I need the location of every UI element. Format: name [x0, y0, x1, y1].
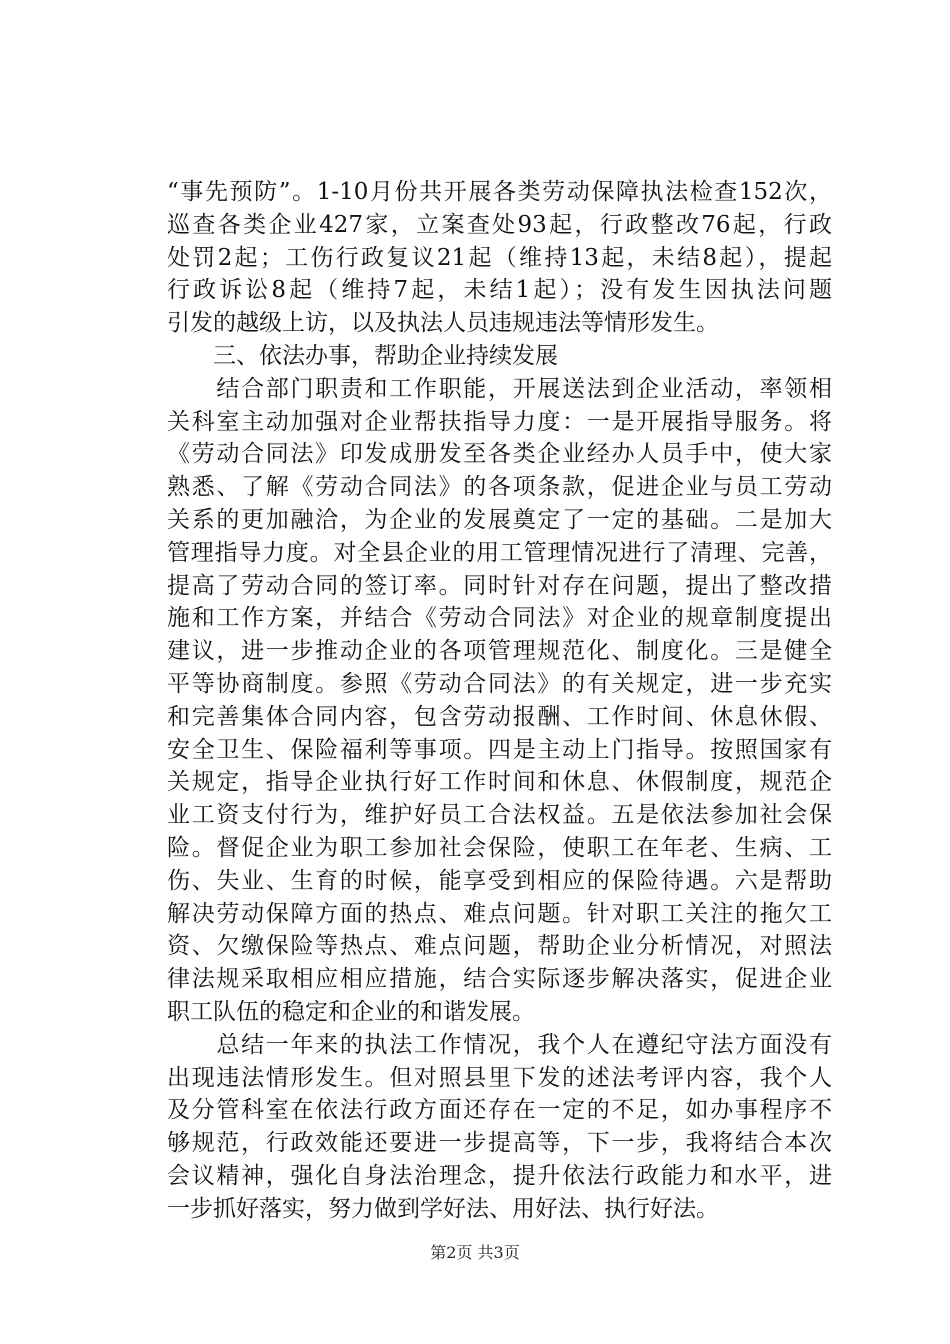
text-line: 总结一年来的执法工作情况，我个人在遵纪守法方面没有: [167, 1031, 832, 1058]
text-line: 平等协商制度。参照《劳动合同法》的有关规定，进一步充实: [167, 670, 832, 697]
text-line: 熟悉、了解《劳动合同法》的各项条款，促进企业与员工劳动: [167, 474, 832, 501]
text-line: 引发的越级上访，以及执法人员违规违法等情形发生。: [167, 310, 719, 337]
text-line: 伤、失业、生育的时候，能享受到相应的保险待遇。六是帮助: [167, 867, 832, 894]
text-line: 关系的更加融洽，为企业的发展奠定了一定的基础。二是加大: [167, 506, 832, 533]
document-body: [167, 176, 832, 1226]
text-line: 和完善集体合同内容，包含劳动报酬、工作时间、休息休假、: [167, 703, 832, 730]
page-footer: 第2页 共3页: [430, 1243, 520, 1262]
text-line: 出现违法情形发生。但对照县里下发的述法考评内容，我个人: [167, 1064, 832, 1091]
text-line: 建议，进一步推动企业的各项管理规范化、制度化。三是健全: [167, 638, 832, 665]
text-line: 职工队伍的稳定和企业的和谐发展。: [167, 998, 535, 1025]
text-line: 处罚2起；工伤行政复议21起（维持13起，未结8起），提起: [167, 244, 832, 271]
text-line: 施和工作方案，并结合《劳动合同法》对企业的规章制度提出: [167, 605, 832, 632]
text-line: 一步抓好落实，努力做到学好法、用好法、执行好法。: [167, 1195, 719, 1222]
text-line: 《劳动合同法》印发成册发至各类企业经办人员手中，使大家: [167, 441, 832, 468]
text-line: 律法规采取相应相应措施，结合实际逐步解决落实，促进企业: [167, 966, 832, 993]
text-line: 会议精神，强化自身法治理念，提升依法行政能力和水平，进: [167, 1162, 832, 1189]
text-line: 提高了劳动合同的签订率。同时针对存在问题，提出了整改措: [167, 572, 832, 599]
text-line: 解决劳动保障方面的热点、难点问题。针对职工关注的拖欠工: [167, 900, 832, 927]
text-line: 关规定，指导企业执行好工作时间和休息、休假制度，规范企: [167, 769, 832, 796]
text-line: 资、欠缴保险等热点、难点问题，帮助企业分析情况，对照法: [167, 933, 832, 960]
text-line: 业工资支付行为，维护好员工合法权益。五是依法参加社会保: [167, 802, 832, 829]
text-line: 够规范，行政效能还要进一步提高等，下一步，我将结合本次: [167, 1130, 832, 1157]
text-line: 安全卫生、保险福利等事项。四是主动上门指导。按照国家有: [167, 736, 832, 763]
text-line: 结合部门职责和工作职能，开展送法到企业活动，率领相: [167, 375, 832, 402]
text-line: “事先预防”。1-10月份共开展各类劳动保障执法检查152次，: [167, 179, 832, 205]
text-line: 巡查各类企业427家，立案查处93起，行政整改76起，行政: [167, 211, 832, 238]
text-line: 及分管科室在依法行政方面还存在一定的不足，如办事程序不: [167, 1097, 832, 1124]
text-line: 三、依法办事，帮助企业持续发展: [167, 342, 558, 369]
text-line: 险。督促企业为职工参加社会保险，使职工在年老、生病、工: [167, 834, 832, 861]
text-line: 管理指导力度。对全县企业的用工管理情况进行了清理、完善，: [167, 539, 832, 566]
text-line: 行政诉讼8起（维持7起，未结1起）；没有发生因执法问题: [167, 277, 832, 304]
text-line: 关科室主动加强对企业帮扶指导力度：一是开展指导服务。将: [167, 408, 832, 435]
